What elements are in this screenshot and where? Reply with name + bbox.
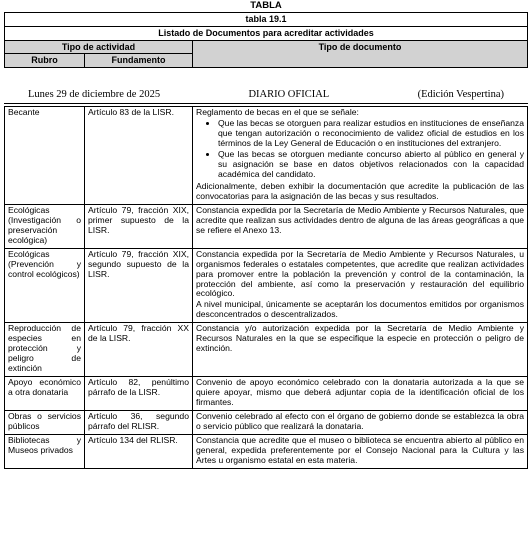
documento-cell: Convenio de apoyo económico celebrado con la donataria autorizada a la que se quiere apoyar, mismo que deberá adjuntar copia de la identificación oficial de los firmantes. xyxy=(193,377,528,411)
fundamento-cell: Artículo 79, fracción XX de la LISR. xyxy=(85,323,193,377)
table-row xyxy=(5,411,528,435)
documento-cell: Constancia expedida por la Secretaría de Medio Ambiente y Recursos Naturales, que acredite que realizan sus actividades dentro de alguna de las áreas geográficas a que se refiere el Anexo 13. xyxy=(193,204,528,248)
documento-cell xyxy=(193,248,528,323)
table-number: tabla 19.1 xyxy=(5,13,528,27)
table-row xyxy=(5,377,528,411)
rubro-cell: Bibliotecas y Museos privados xyxy=(5,435,85,469)
rubro-cell: Reproducción de especies en protección y peligro de extinción xyxy=(5,323,85,377)
documento-cell: Constancia y/o autorización expedida por la Secretaría de Medio Ambiente y Recursos Naturales en la que se especifique la especie en protección o peligro de extinción. xyxy=(193,323,528,377)
table-row xyxy=(5,323,528,377)
rubro-cell: Apoyo económico a otra donataria xyxy=(5,377,85,411)
running-head-edition: (Edición Vespertina) xyxy=(417,89,504,100)
table-row xyxy=(5,248,528,323)
fundamento-cell: Artículo 134 del RLISR. xyxy=(85,435,193,469)
running-head xyxy=(28,89,504,102)
documento-bullets xyxy=(196,119,524,180)
documento-intro: Reglamento de becas en el que se señale: xyxy=(196,107,359,117)
table-row xyxy=(5,204,528,248)
header-fundamento: Fundamento xyxy=(85,54,193,68)
documento-text: Constancia expedida por la Secretaría de Medio Ambiente y Recursos Naturales, u organismos federales o estatales competentes, que acredite que realizan actividades para promover entre la población la prevención y control de la contaminación, la protección del ambiente, así como la preservación y restauración del equilibrio ecológico. xyxy=(196,248,524,299)
documento-cell xyxy=(193,107,528,205)
rubro-cell: Obras o servicios públicos xyxy=(5,411,85,435)
documento-extra: A nivel municipal, únicamente se aceptarán los documentos emitidos por organismos desconcentrados o descentralizados. xyxy=(196,299,524,320)
fundamento-cell: Artículo 79, fracción XIX, primer supuesto de la LISR. xyxy=(85,204,193,248)
running-head-date: Lunes 29 de diciembre de 2025 xyxy=(28,89,161,100)
table-title: Listado de Documentos para acreditar actividades xyxy=(5,26,528,40)
table-header xyxy=(4,12,528,68)
rubro-cell: Becante xyxy=(5,107,85,205)
documents-table xyxy=(4,106,528,469)
documento-cell: Constancia que acredite que el museo o biblioteca se encuentra abierto al público en general, expedida preferentemente por el Consejo Nacional para la Cultura y las Artes u organismo estatal en esta materia. xyxy=(193,435,528,469)
divider xyxy=(4,103,528,104)
fundamento-cell: Artículo 36, segundo párrafo del RLISR. xyxy=(85,411,193,435)
fundamento-cell: Artículo 79, fracción XIX, segundo supuesto de la LISR. xyxy=(85,248,193,323)
table-row xyxy=(5,435,528,469)
page-title: TABLA xyxy=(250,0,282,11)
running-head-publication: DIARIO OFICIAL xyxy=(248,89,330,100)
header-tipo-actividad: Tipo de actividad xyxy=(5,40,193,54)
documento-extra: Adicionalmente, deben exhibir la documentación que acredite la publicación de las convocatorias para la asignación de las becas y sus resultados. xyxy=(196,180,524,201)
list-item: • Que las becas se otorguen mediante concurso abierto al público en general y su asignación se base en datos objetivos relacionados con la capacidad académica del candidato. xyxy=(218,150,524,180)
table-row xyxy=(5,107,528,205)
documento-cell: Convenio celebrado al efecto con el órgano de gobierno donde se establezca la obra o servicio público que realizará la donataria. xyxy=(193,411,528,435)
fundamento-cell: Artículo 83 de la LISR. xyxy=(85,107,193,205)
rubro-cell: Ecológicas (Investigación o preservación ecológica) xyxy=(5,204,85,248)
rubro-cell: Ecológicas (Prevención y control ecológicos) xyxy=(5,248,85,323)
header-rubro: Rubro xyxy=(5,54,85,68)
fundamento-cell: Artículo 82, penúltimo párrafo de la LISR. xyxy=(85,377,193,411)
header-tipo-documento: Tipo de documento xyxy=(193,40,528,68)
list-item: • Que las becas se otorguen para realizar estudios en instituciones de enseñanza que tengan autorización o reconocimiento de validez oficial de estudios en los términos de la Ley General de Educación o en instituciones del extranjero. xyxy=(218,119,524,149)
